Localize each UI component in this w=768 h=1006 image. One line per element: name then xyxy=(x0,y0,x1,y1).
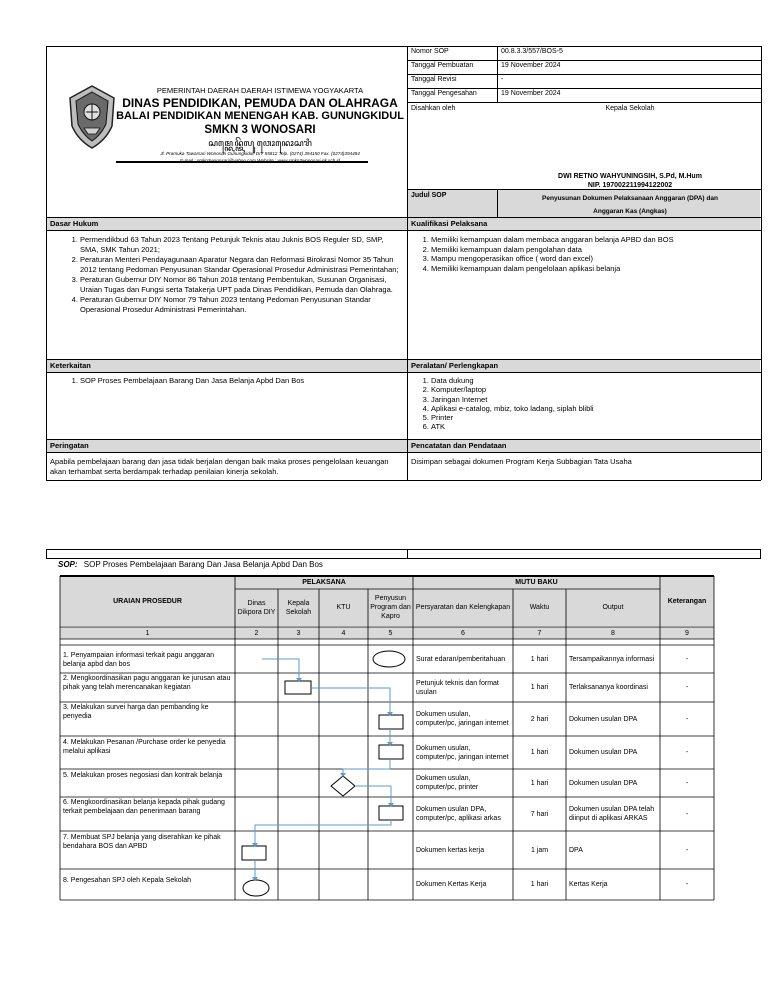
row-syarat: Dokumen kertas kerja xyxy=(416,846,485,854)
kualifikasi-title: Kualifikasi Pelaksana xyxy=(411,219,488,228)
row-keterangan: - xyxy=(685,779,689,787)
header-kepala: Kepala Sekolah xyxy=(285,599,312,616)
row-waktu: 1 hari xyxy=(530,655,549,663)
row-waktu: 7 hari xyxy=(530,810,549,818)
col-number: 5 xyxy=(388,629,393,637)
dept-name: DINAS PENDIDIKAN, PEMUDA DAN OLAHRAGA xyxy=(122,96,398,110)
row-waktu: 1 hari xyxy=(530,779,549,787)
kualifikasi-item: 4. Memiliki kemampuan dalam pengelolaan aplikasi belanja xyxy=(431,264,756,274)
dasar-hukum-title: Dasar Hukum xyxy=(50,219,99,228)
row-uraian: 4. Melakukan Pesanan /Purchase order ke penyedia melalui aplikasi xyxy=(63,739,226,755)
peralatan-item: 3. Jaringan Internet xyxy=(431,395,756,404)
flow-process-step-6 xyxy=(379,806,403,820)
gov-name: PEMERINTAH DAERAH DAERAH ISTIMEWA YOGYAKARTA xyxy=(156,86,364,95)
dasar-hukum-item: 3. Peraturan Gubernur DIY Nomor 86 Tahun 2018 tentang Pembentukan, Susunan Organisasi, Uraian Tugas dan Fungsi serta Tatakerja UPT pada Dinas Pendidikan, Pemuda dan Olahraga. xyxy=(80,275,402,295)
peringatan-text: Apabila pembelajaan barang dan jasa tidak berjalan dengan baik maka proses pengelolaan keuangan akan terhambat serta berdampak terhadap penilaian kinerja sekolah. xyxy=(50,457,389,476)
header-keterangan: Keterangan xyxy=(667,597,707,605)
row-syarat: Petunjuk teknis dan format usulan xyxy=(416,679,499,696)
judul-line-2: Anggaran Kas (Angkas) xyxy=(593,208,667,215)
col-number: 8 xyxy=(611,629,615,637)
address: Jl. Pramuka Tawarsari Wonosari Gunungkidul, DIY 55812 Telp. (0274) 394150 Fax. (0274)394484 xyxy=(160,151,360,156)
judul-line-1: Penyusunan Dokumen Pelaksanaan Anggaran (DPA) dan xyxy=(542,195,718,202)
row-waktu: 1 hari xyxy=(530,684,549,691)
row-waktu: 1 hari xyxy=(530,881,549,888)
row-waktu: 2 hari xyxy=(530,715,549,723)
dasar-hukum-item: 1. Permendikbud 63 Tahun 2023 Tentang Petunjuk Teknis atau Juknis BOS Reguler SD, SMP, SMA, SMK Tahun 2021; xyxy=(80,235,402,255)
pembuatan-label: Tanggal Pembuatan xyxy=(411,62,474,69)
kualifikasi-item: 2. Memiliki kemampuan dalam pengolahan data xyxy=(431,245,756,255)
row-uraian: 3. Melakukan survei harga dan pembanding ke penyedia xyxy=(63,704,209,720)
dasar-hukum-item: 2. Peraturan Menteri Pendayagunaan Aparatur Negara dan Reformasi Birokrasi Nomor 35 Tahun 2012 tentang Pedoman Penyusunan Standar Operasional Prosedur Administrasi Pemerintahan; xyxy=(80,255,402,275)
col-number: 3 xyxy=(296,629,301,637)
flow-start-terminator xyxy=(373,651,405,667)
school-name: SMKN 3 WONOSARI xyxy=(204,124,316,136)
peralatan-item: 5. Printer xyxy=(431,413,756,422)
dasar-hukum-item: 4. Peraturan Gubernur DIY Nomor 79 Tahun 2023 tentang Pedoman Penyusunan Standar Operasional Prosedur Administrasi Pemerintahan. xyxy=(80,295,402,315)
flow-process-step-2 xyxy=(285,681,311,694)
pembuatan-value: 19 November 2024 xyxy=(501,62,561,69)
row-output: Dokumen usulan DPA xyxy=(569,715,638,723)
row-output: Dokumen usulan DPA telah diinput di aplikasi ARKAS xyxy=(569,806,655,822)
row-output: Terlaksananya koordinasi xyxy=(569,684,648,691)
judul-label: Judul SOP xyxy=(411,192,447,199)
col-number: 1 xyxy=(145,629,150,637)
col-number: 2 xyxy=(254,629,259,637)
header-dinas: Dinas Dikpora DIY xyxy=(237,599,276,616)
row-output: Kertas Kerja xyxy=(569,881,608,888)
row-syarat: Dokumen usulan, computer/pc, jaringan internet xyxy=(416,744,509,761)
revisi-label: Tanggal Revisi xyxy=(411,76,457,83)
row-keterangan: - xyxy=(685,749,689,756)
row-keterangan: - xyxy=(685,655,689,663)
row-output: DPA xyxy=(569,846,583,854)
revisi-value: - xyxy=(501,76,504,83)
peralatan-title: Peralatan/ Perlengkapan xyxy=(411,361,499,370)
col-number: 6 xyxy=(461,629,465,637)
nomor-label: Nomor SOP xyxy=(411,48,449,55)
balai-name: BALAI PENDIDIKAN MENENGAH KAB. GUNUNGKIDUL xyxy=(116,110,404,122)
row-uraian: 8. Pengesahan SPJ oleh Kepala Sekolah xyxy=(63,877,192,884)
header-ktu: KTU xyxy=(336,604,351,611)
kualifikasi-item: 1. Memiliki kemampuan dalam membaca anggaran belanja APBD dan BOS xyxy=(431,235,756,245)
row-syarat: Dokumen Kertas Kerja xyxy=(416,881,487,888)
row-syarat: Dokumen usulan, computer/pc, printer xyxy=(416,775,479,791)
peralatan-item: 1. Data dukung xyxy=(431,376,756,385)
keterkaitan-title: Keterkaitan xyxy=(50,361,91,370)
flow-process-step-3 xyxy=(379,715,403,729)
row-uraian: 1. Penyampaian informasi terkait pagu anggaran belanja apbd dan bos xyxy=(63,652,214,668)
header-waktu: Waktu xyxy=(529,604,550,611)
row-output: Dokumen usulan DPA xyxy=(569,779,638,787)
pencatatan-title: Pencatatan dan Pendataan xyxy=(411,441,507,450)
peringatan-title: Peringatan xyxy=(50,441,89,450)
row-syarat: Dokumen usulan DPA, computer/pc, aplikasi arkas xyxy=(416,806,501,822)
javanese-script: ꦱꦩ꧀ꦏꦺꦤ꧀ꦠꦼꦭꦸ ꦮꦺꦴꦤꦺꦴꦱꦫꦶ xyxy=(208,138,312,148)
pengesahan-value: 19 November 2024 xyxy=(501,90,561,97)
row-keterangan: - xyxy=(685,846,689,854)
sop-label: SOP: xyxy=(58,560,78,569)
sop-title: SOP Proses Pembelajaan Barang Dan Jasa Belanja Apbd Dan Bos xyxy=(83,560,323,569)
flow-process-step-4 xyxy=(379,745,403,759)
peralatan-item: 2. Komputer/laptop xyxy=(431,385,756,394)
header-penyusun: Penyusun Program dan Kapro xyxy=(370,595,411,620)
contact: E-mail : smkn3wonosari@yahoo.com Website : www.smkn3wonosari-gk.sch.id xyxy=(179,158,341,163)
row-keterangan: - xyxy=(685,684,689,691)
flow-decision-step-5 xyxy=(331,776,355,796)
col-number: 7 xyxy=(537,629,542,637)
row-keterangan: - xyxy=(685,715,689,723)
flow-end-terminator xyxy=(243,880,269,896)
col-number: 4 xyxy=(341,629,346,637)
keterkaitan-item: 1. SOP Proses Pembelajaan Barang Dan Jasa Belanja Apbd Dan Bos xyxy=(80,376,402,386)
header-uraian: URAIAN PROSEDUR xyxy=(113,597,182,605)
signer-name: DWI RETNO WAHYUNINGSIH, S.Pd, M.Hum xyxy=(558,173,702,180)
row-uraian: 6. Mengkoordinasikan belanja kepada pihak gudang terkait pembelajaan dan penerimaan barang xyxy=(63,799,225,815)
row-output: Dokumen usulan DPA xyxy=(569,749,638,756)
kualifikasi-item: 3. Mampu mengoperasikan office ( word dan excel) xyxy=(431,254,756,264)
row-keterangan: - xyxy=(685,810,689,818)
pencatatan-text: Disimpan sebagai dokumen Program Kerja Subbagian Tata Usaha xyxy=(411,457,632,466)
row-waktu: 1 jam xyxy=(530,846,549,854)
row-syarat: Surat edaran/pemberitahuan xyxy=(416,655,506,663)
header-output: Output xyxy=(602,604,624,611)
peralatan-item: 6. ATK xyxy=(431,422,756,431)
row-keterangan: - xyxy=(685,881,689,888)
header-mutu-baku: MUTU BAKU xyxy=(515,578,558,586)
flow-process-step-7 xyxy=(242,846,266,860)
disahkan-value: Kepala Sekolah xyxy=(605,105,655,112)
header-pelaksana: PELAKSANA xyxy=(302,578,346,586)
row-uraian: 5. Melakukan proses negosiasi dan kontrak belanja xyxy=(63,772,223,779)
pengesahan-label: Tanggal Pengesahan xyxy=(411,90,477,97)
nomor-value: 00.8.3.3/557/BOS-5 xyxy=(501,48,563,55)
col-number: 9 xyxy=(685,629,689,637)
disahkan-label: Disahkan oleh xyxy=(411,105,456,112)
row-uraian: 2. Mengkoordinasikan pagu anggaran ke jurusan atau pihak yang telah merencanakan kegiatan xyxy=(63,675,231,691)
row-syarat: Dokumen usulan, computer/pc, jaringan internet xyxy=(416,711,509,727)
row-uraian: 7. Membuat SPJ belanja yang diserahkan ke pihak bendahara BOS dan APBD xyxy=(63,834,221,850)
header-persyaratan: Persyaratan dan Kelengkapan xyxy=(415,604,511,611)
signer-nip: NIP. 197002211994122002 xyxy=(587,182,673,189)
peralatan-item: 4. Aplikasi e-catalog, mbiz, toko ladang, siplah blibli xyxy=(431,404,756,413)
row-waktu: 1 hari xyxy=(530,749,549,756)
row-output: Tersampaikannya informasi xyxy=(569,655,655,663)
